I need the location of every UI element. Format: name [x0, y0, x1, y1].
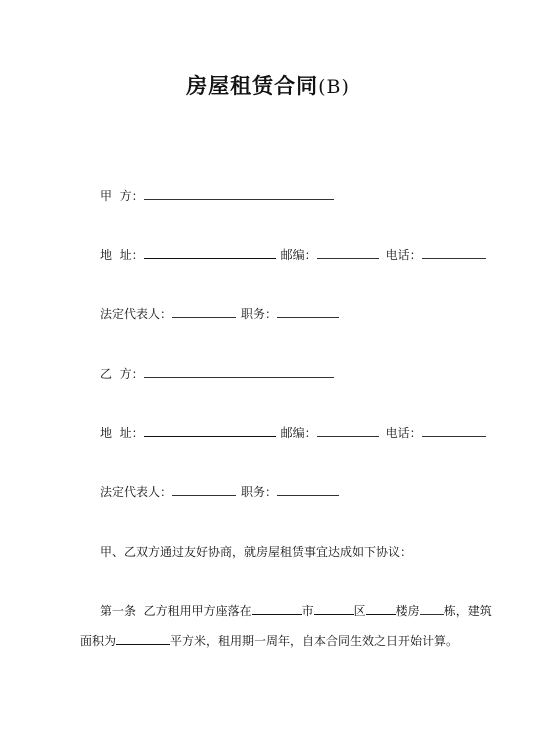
party-b-rep-line — [100, 484, 339, 500]
party-a-address-label: 地 址： — [100, 248, 144, 262]
party-a-address-blank[interactable] — [144, 247, 276, 259]
party-b-address-label: 地 址： — [100, 426, 144, 440]
party-b-address-blank[interactable] — [144, 425, 276, 437]
article-1-district: 区 — [353, 604, 366, 618]
party-a-position-blank[interactable] — [277, 306, 339, 318]
article-1-area-blank[interactable] — [116, 633, 170, 645]
article-1-location-blank[interactable] — [252, 603, 302, 615]
party-a-postcode-label: 邮编： — [280, 248, 317, 262]
party-b-phone-label: 电话： — [385, 426, 422, 440]
party-b-position-blank[interactable] — [277, 484, 339, 496]
party-a-address-line — [100, 247, 486, 263]
party-a-postcode-blank[interactable] — [317, 247, 379, 259]
party-a-rep-label: 法定代表人： — [100, 307, 173, 321]
intro-paragraph: 甲、乙双方通过友好协商，就房屋租赁事宜达成如下协议： — [100, 545, 413, 559]
title-suffix: (B) — [318, 76, 350, 98]
party-a-phone-label: 电话： — [385, 248, 422, 262]
party-b-blank[interactable] — [144, 366, 334, 378]
party-a-position-label: 职务： — [241, 307, 278, 321]
party-a-rep-blank[interactable] — [172, 306, 236, 318]
article-1-unit: 栋，建筑 — [443, 604, 492, 618]
party-b-position-label: 职务： — [241, 485, 278, 499]
party-b-address-line — [100, 425, 486, 441]
party-b-rep-label: 法定代表人： — [100, 485, 173, 499]
party-b-line — [100, 366, 334, 382]
party-a-rep-line — [100, 306, 339, 322]
article-1-line-1 — [100, 603, 492, 619]
party-a-label: 甲 方： — [100, 189, 144, 203]
title-main: 房屋租赁合同 — [186, 74, 319, 98]
article-1-building-blank[interactable] — [420, 603, 444, 615]
article-1-prefix: 第一条 乙方租用甲方座落在 — [100, 604, 252, 618]
party-b-postcode-label: 邮编： — [280, 426, 317, 440]
article-1-city-blank[interactable] — [314, 603, 354, 615]
party-a-blank[interactable] — [144, 188, 334, 200]
article-1-area-prefix: 面积为 — [80, 634, 117, 648]
party-b-postcode-blank[interactable] — [317, 425, 379, 437]
party-b-phone-blank[interactable] — [422, 425, 486, 437]
party-a-phone-blank[interactable] — [422, 247, 486, 259]
article-1-building: 楼房 — [395, 604, 420, 618]
article-1-city: 市 — [301, 604, 314, 618]
article-1-line-2 — [80, 633, 458, 649]
party-b-label: 乙 方： — [100, 367, 144, 381]
party-a-line — [100, 188, 334, 204]
article-1-district-blank[interactable] — [366, 603, 396, 615]
article-1-area-suffix: 平方米，租用期一周年，自本合同生效之日开始计算。 — [170, 634, 459, 648]
party-b-rep-blank[interactable] — [172, 484, 236, 496]
document-title — [0, 70, 536, 100]
